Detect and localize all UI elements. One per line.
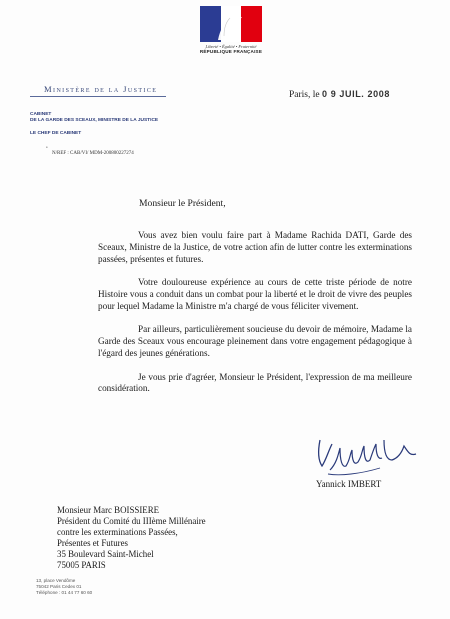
address-line: Président du Comité du IIIème Millénaire [57,515,206,526]
address-line: 35 Boulevard Saint-Michel [57,548,154,559]
body-paragraph: Vous avez bien voulu faire part à Madame Rachida DATI, Garde des Sceaux, Ministre de la Justice, de votre action afin de lutter contre les exterminations passées, présentes et futures. [98,230,412,264]
address-line: Monsieur Marc BOISSIERE [57,505,160,515]
ministry-address-footer [36,578,92,596]
salutation: Monsieur le Président, [139,198,226,209]
handwritten-signature [310,430,420,485]
letter-body [98,230,412,407]
reference-number: N/REF : CAB/VI/ MDM-200800227274 [52,151,134,156]
ministry-title: Ministère de la Justice [44,84,158,94]
logo-country: RÉPUBLIQUE FRANÇAISE [199,49,263,54]
footer-line: Téléphone : 01 44 77 60 60 [36,590,93,595]
body-paragraph: Par ailleurs, particulièrement soucieuse du devoir de mémoire, Madame la Garde des Sceaux vous encourage pleinement dans votre engagement pédagogique à l'égard des jeunes générations. [98,324,412,358]
address-line: Présentes et Futures [57,537,128,548]
chef-de-cabinet: LE CHEF DE CABINET [30,131,82,136]
date-place: Paris, le [289,90,320,100]
cabinet-line: DE LA GARDE DES SCEAUX, MINISTRE DE LA JUSTICE [30,118,159,123]
marianne-emblem-icon [200,6,262,42]
footer-line: 13, place Vendôme [36,578,76,583]
address-line: contre les exterminations Passées, [57,526,178,537]
header-rule [30,96,166,97]
logo-motto: Liberté • Égalité • Fraternité [205,44,257,49]
cabinet-line: CABINET [30,112,52,117]
cabinet-block [30,112,158,124]
signatory-name: Yannick IMBERT [316,479,382,489]
body-paragraph: Votre douloureuse expérience au cours de cette triste période de notre Histoire vous a conduit dans un combat pour la liberté et le droit de vivre des peuples pour lequel Madame la Ministre m'a chargé de vous féliciter vivement. [98,277,412,311]
letter-date [289,89,390,100]
body-paragraph: Je vous prie d'agréer, Monsieur le Président, l'expression de ma meilleure considération. [98,371,412,394]
recipient-address [57,505,206,570]
footer-line: 75042 Paris Cedex 01 [36,584,82,589]
reference-mark: • [46,146,48,151]
marianne-logo [193,6,269,54]
address-line: 75005 PARIS [57,559,106,570]
date-stamp: 0 9 JUIL. 2008 [321,89,390,99]
